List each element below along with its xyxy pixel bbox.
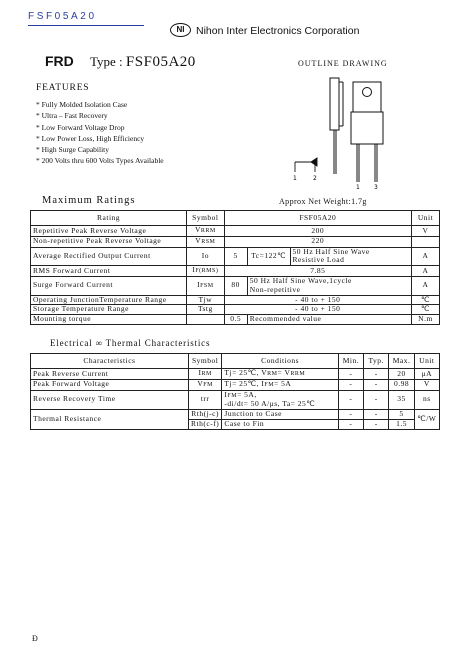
char-typ: - <box>364 419 389 429</box>
rating-unit: A <box>411 266 439 277</box>
char-min: - <box>338 390 363 410</box>
rating-symbol: IFSM <box>187 276 225 295</box>
rating-unit: ℃ <box>411 305 439 315</box>
feature-item: * Low Power Loss, High Efficiency <box>36 133 145 143</box>
col-header-symbol: Symbol <box>188 354 222 369</box>
rating-value: 7.85 <box>224 266 411 277</box>
rating-value: 5 <box>224 247 247 266</box>
feature-item: * 200 Volts thru 600 Volts Types Available <box>36 156 164 166</box>
char-condition: IFM= 5A, -di/dt= 50 A/μs, Ta= 25℃ <box>222 390 338 410</box>
col-header-max: Max. <box>389 354 414 369</box>
rating-name: Storage Temperature Range <box>31 305 187 315</box>
char-symbol: VFM <box>188 379 222 390</box>
rating-name: Mounting torque <box>31 315 187 325</box>
features-title: FEATURES <box>36 83 90 93</box>
table-row <box>31 390 440 410</box>
rating-note: 50 Hz Half Sine Wave,1cycle Non-repetitive <box>247 276 411 295</box>
col-header-min: Min. <box>338 354 363 369</box>
type-label: Type : <box>90 54 123 69</box>
rating-symbol: Tjw <box>187 295 225 305</box>
char-symbol: IRM <box>188 369 222 380</box>
footer-mark: Đ <box>32 634 38 643</box>
char-name: Peak Forward Voltage <box>31 379 189 390</box>
rating-value: 200 <box>224 226 411 237</box>
char-min: - <box>338 410 363 420</box>
rating-unit <box>411 236 439 247</box>
side-view-body <box>330 78 339 130</box>
mounting-hole-icon <box>363 88 372 97</box>
col-header-symbol: Symbol <box>187 211 225 226</box>
pin-label: 3 <box>374 184 378 190</box>
header-rule <box>28 25 144 26</box>
table-row <box>31 369 440 380</box>
table-row <box>31 410 440 420</box>
char-condition: Tj= 25℃, IFM= 5A <box>222 379 338 390</box>
table-header-row <box>31 211 440 226</box>
rating-condition: Tc=122℃ <box>247 247 290 266</box>
pin-label: 1 <box>293 175 297 182</box>
pin-label: 2 <box>313 175 317 182</box>
char-max: 20 <box>389 369 414 380</box>
feature-item: * Fully Molded Isolation Case <box>36 100 128 109</box>
table-row <box>31 236 440 247</box>
features-list <box>36 99 164 167</box>
col-header-typ: Typ. <box>364 354 389 369</box>
diode-symbol-icon <box>295 158 317 172</box>
feature-item: * Low Forward Voltage Drop <box>36 122 125 132</box>
char-unit: ℃/W <box>414 410 439 430</box>
rating-name: Average Rectified Output Current <box>31 247 187 266</box>
rating-symbol: VRSM <box>187 236 225 247</box>
col-header-conditions: Conditions <box>222 354 338 369</box>
char-typ: - <box>364 369 389 380</box>
rating-value: - 40 to + 150 <box>224 295 411 305</box>
table-row <box>31 226 440 237</box>
rating-note: 50 Hz Half Sine Wave Resistive Load <box>290 247 411 266</box>
rating-value: 0.5 <box>224 315 247 325</box>
char-min: - <box>338 419 363 429</box>
char-name: Peak Reverse Current <box>31 369 189 380</box>
feature-item: * High Surge Capability <box>36 145 109 155</box>
rating-value: 220 <box>224 236 411 247</box>
char-typ: - <box>364 390 389 410</box>
table-row <box>31 276 440 295</box>
front-view-body <box>351 112 383 144</box>
char-symbol: trr <box>188 390 222 410</box>
rating-name: Operating JunctionTemperature Range <box>31 295 187 305</box>
char-min: - <box>338 369 363 380</box>
char-max: 35 <box>389 390 414 410</box>
char-symbol: Rth(c-f) <box>188 419 222 429</box>
max-ratings-table <box>30 210 440 325</box>
rating-name: Repetitive Peak Reverse Voltage <box>31 226 187 237</box>
pin-label: 1 <box>356 184 360 190</box>
char-condition: Tj= 25℃, VRM= VRRM <box>222 369 338 380</box>
rating-unit: A <box>411 276 439 295</box>
rating-unit: ℃ <box>411 295 439 305</box>
rating-note: Recommended value <box>247 315 411 325</box>
rating-unit: A <box>411 247 439 266</box>
company-name: Nihon Inter Electronics Corporation <box>196 25 360 37</box>
rating-value: 80 <box>224 276 247 295</box>
electrical-thermal-title: Electrical ∞ Thermal Characteristics <box>50 338 211 348</box>
char-max: 0.98 <box>389 379 414 390</box>
feature-item: * Ultra – Fast Recovery <box>36 111 108 121</box>
char-min: - <box>338 379 363 390</box>
char-condition: Case to Fin <box>222 419 338 429</box>
table-row <box>31 379 440 390</box>
table-row <box>31 247 440 266</box>
col-header-unit: Unit <box>414 354 439 369</box>
electrical-characteristics-table <box>30 353 440 430</box>
rating-name: Non-repetitive Peak Reverse Voltage <box>31 236 187 247</box>
table-row <box>31 315 440 325</box>
char-symbol: Rth(j-c) <box>188 410 222 420</box>
type-line <box>90 54 196 71</box>
col-header-rating: Rating <box>31 211 187 226</box>
rating-symbol: IF(RMS) <box>187 266 225 277</box>
rating-symbol: Io <box>187 247 225 266</box>
part-number: FSF05A20 <box>125 54 196 70</box>
max-ratings-title: Maximum Ratings <box>42 195 136 206</box>
rating-symbol: Tstg <box>187 305 225 315</box>
company-logo: NI <box>170 23 191 37</box>
col-header-part: FSF05A20 <box>224 211 411 226</box>
char-typ: - <box>364 410 389 420</box>
rating-unit: V <box>411 226 439 237</box>
device-category: FRD <box>45 53 74 69</box>
rating-symbol: VRRM <box>187 226 225 237</box>
table-row <box>31 266 440 277</box>
rating-symbol <box>187 315 225 325</box>
char-name: Reverse Recovery Time <box>31 390 189 410</box>
char-unit: V <box>414 379 439 390</box>
char-typ: - <box>364 379 389 390</box>
rating-unit: N.m <box>411 315 439 325</box>
char-condition: Junction to Case <box>222 410 338 420</box>
rating-name: Surge Forward Current <box>31 276 187 295</box>
rating-value: - 40 to + 150 <box>224 305 411 315</box>
outline-drawing <box>285 74 395 190</box>
char-unit: ns <box>414 390 439 410</box>
table-header-row <box>31 354 440 369</box>
char-max: 1.5 <box>389 419 414 429</box>
header-part-code: FSF05A20 <box>28 11 97 22</box>
char-unit: μA <box>414 369 439 380</box>
rating-name: RMS Forward Current <box>31 266 187 277</box>
col-header-characteristics: Characteristics <box>31 354 189 369</box>
char-name: Thermal Resistance <box>31 410 189 430</box>
char-max: 5 <box>389 410 414 420</box>
net-weight: Approx Net Weight:1.7g <box>279 197 367 206</box>
col-header-unit: Unit <box>411 211 439 226</box>
outline-drawing-label: OUTLINE DRAWING <box>298 59 388 68</box>
